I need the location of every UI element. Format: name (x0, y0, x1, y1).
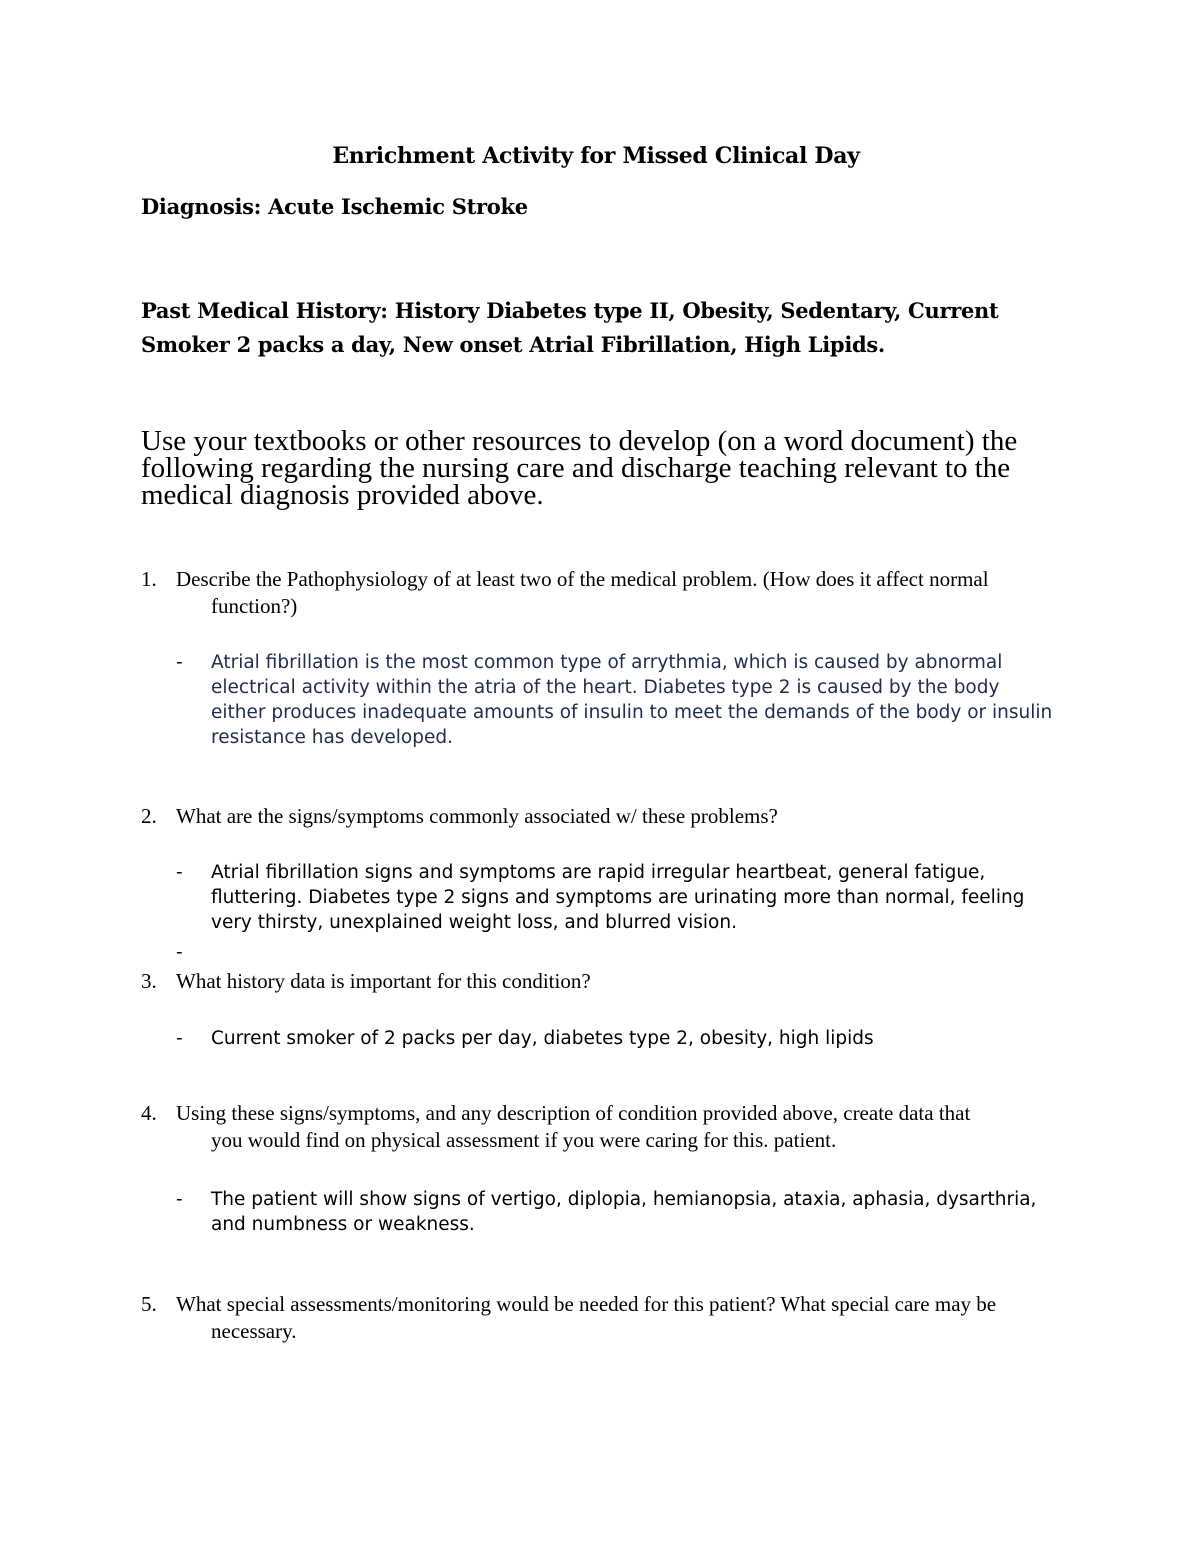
past-medical-history: Past Medical History: History Diabetes type II, Obesity, Sedentary, Current Smoker 2 packs a day, New onset Atrial Fibrillation, High Lipids. (141, 298, 999, 357)
diagnosis: Diagnosis: Acute Ischemic Stroke (141, 194, 528, 219)
answer-text: Atrial fibrillation is the most common type of arrythmia, which is caused by abnormal electrical activity within the atria of the heart. Diabetes type 2 is caused by the body either produces inadequate amounts of insulin to meet the demands of the body or insulin resistance has developed. (211, 652, 1053, 748)
question-number: 4. (141, 1101, 157, 1125)
question-text-continued: necessary. (211, 1319, 297, 1343)
question-5 (141, 1291, 1101, 1345)
question-number: 1. (141, 567, 157, 591)
question-text: Using these signs/symptoms, and any description of condition provided above, create data that (176, 1101, 971, 1125)
answer-2 (176, 860, 1056, 935)
answer-dash: - (176, 1189, 183, 1210)
question-2 (141, 803, 1101, 830)
question-number: 3. (141, 969, 157, 993)
question-text: Describe the Pathophysiology of at least two of the medical problem. (How does it affect normal (176, 567, 989, 591)
question-1 (141, 566, 1101, 620)
answer-text: Atrial fibrillation signs and symptoms are rapid irregular heartbeat, general fatigue, fluttering. Diabetes type 2 signs and symptoms are urinating more than normal, feeling very thirsty, unexplained weight loss, and blurred vision. (211, 862, 1025, 933)
answer-3 (176, 1026, 1056, 1051)
answer-1 (176, 650, 1056, 750)
answer-4 (176, 1187, 1056, 1237)
empty-bullet-dash: - (176, 942, 183, 963)
question-text: What history data is important for this condition? (176, 969, 591, 993)
question-number: 2. (141, 804, 157, 828)
question-text-continued: function?) (211, 594, 298, 618)
question-text-continued: you would find on physical assessment if you were caring for this. patient. (211, 1128, 837, 1152)
answer-text: Current smoker of 2 packs per day, diabetes type 2, obesity, high lipids (211, 1028, 874, 1049)
answer-text: The patient will show signs of vertigo, diplopia, hemianopsia, ataxia, aphasia, dysarthria, and numbness or weakness. (211, 1189, 1037, 1235)
question-4 (141, 1100, 1101, 1154)
question-text: What special assessments/monitoring would be needed for this patient? What special care may be (176, 1292, 997, 1316)
answer-dash: - (176, 862, 183, 883)
instructions: Use your textbooks or other resources to develop (on a word document) the following regarding the nursing care and discharge teaching relevant to the medical diagnosis provided above. (141, 425, 1018, 511)
question-text: What are the signs/symptoms commonly associated w/ these problems? (176, 804, 778, 828)
answer-dash: - (176, 1028, 183, 1049)
question-number: 5. (141, 1292, 157, 1316)
question-3 (141, 968, 1101, 995)
answer-dash: - (176, 652, 183, 673)
document-title: Enrichment Activity for Missed Clinical Day (332, 143, 860, 169)
